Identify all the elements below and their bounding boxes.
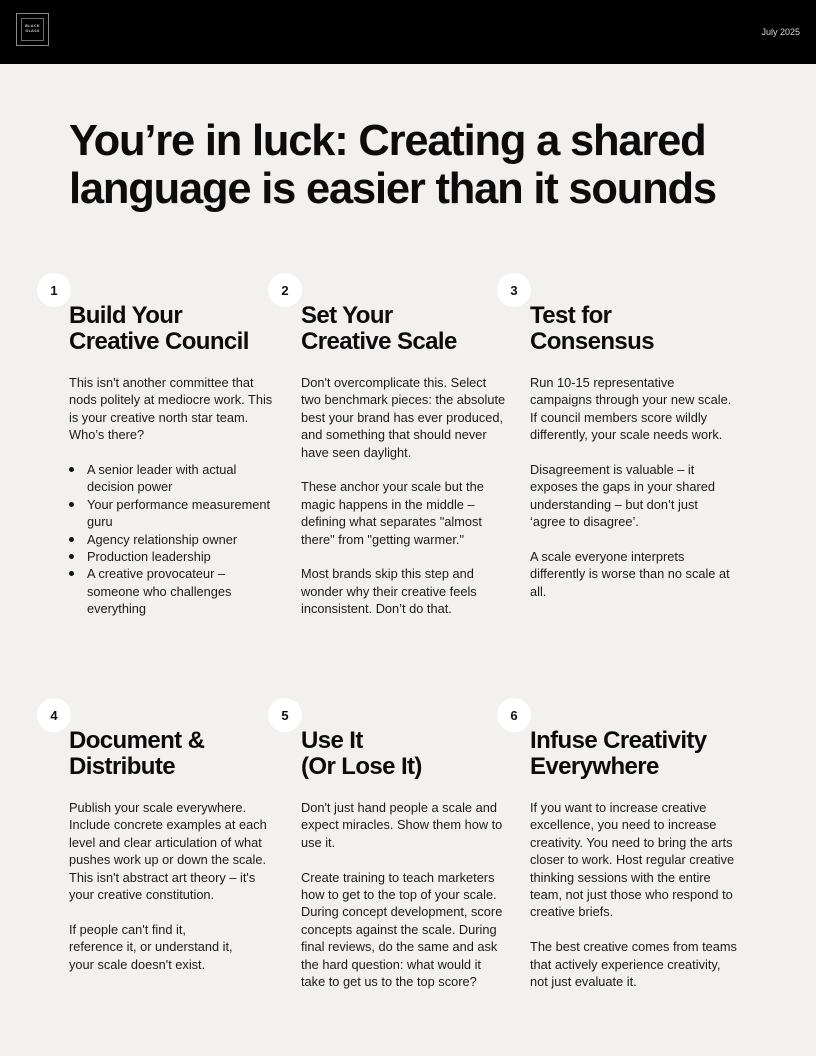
list-item: A senior leader with actual decision power <box>87 461 279 496</box>
step-paragraph: Don't overcomplicate this. Select two benchmark pieces: the absolute best your brand has ever produced, and something that should never have seen daylight. <box>301 375 506 460</box>
step-body <box>530 374 735 600</box>
step-title: Build Your Creative Council <box>69 302 249 355</box>
step-body <box>69 374 279 618</box>
header-bar <box>0 0 816 64</box>
step-paragraph: The best creative comes from teams that actively experience creativity, not just evaluate it. <box>530 939 737 990</box>
step-title: Use It (Or Lose It) <box>301 727 422 780</box>
step-paragraph: If you want to increase creative excellence, you need to increase creativity. You need to bring the arts closer to work. Host regular creative thinking sessions with the entire team, not just those who respond to creative briefs. <box>530 800 735 920</box>
step-5 <box>281 707 506 1008</box>
step-paragraph: Disagreement is valuable – it exposes the gaps in your shared understanding – but don’t just ‘agree to disagree’. <box>530 462 715 530</box>
step-title: Document & Distribute <box>69 727 205 780</box>
step-4 <box>50 707 281 990</box>
step-6 <box>510 707 740 1008</box>
step-paragraph: This isn't another committee that nods politely at mediocre work. This is your creative north star team. Who’s there? <box>69 375 273 443</box>
step-number-badge: 4 <box>37 698 71 732</box>
step-paragraph: These anchor your scale but the magic happens in the middle – defining what separates "almost there" from "getting warmer." <box>301 479 484 547</box>
step-paragraph: Don't just hand people a scale and expect miracles. Show them how to use it. <box>301 800 503 850</box>
step-1 <box>50 282 279 618</box>
step-title: Set Your Creative Scale <box>301 302 457 355</box>
step-paragraph: Publish your scale everywhere. Include concrete examples at each level and clear articulation of what pushes work up or down the scale. This isn't abstract art theory – it's your creative constitution. <box>69 800 267 903</box>
list-item: Your performance measurement guru <box>87 496 279 531</box>
step-title: Infuse Creativity Everywhere <box>530 727 707 780</box>
step-paragraph: If people can't find it, reference it, or understand it, your scale doesn't exist. <box>69 921 233 972</box>
step-2 <box>281 282 506 635</box>
step-3 <box>510 282 735 618</box>
list-item: A creative provocateur – someone who challenges everything <box>87 565 279 617</box>
step-paragraph: Run 10-15 representative campaigns through your new scale. If council members score wildly differently, your scale needs work. <box>530 375 732 443</box>
step-number-badge: 3 <box>497 273 531 307</box>
list-item: Production leadership <box>87 548 279 565</box>
step-paragraph: Create training to teach marketers how to get to the top of your scale. During concept development, score concepts against the scale. During final reviews, do the same and ask the hard question: what would it take to get us to the top score? <box>301 869 503 990</box>
step-number-badge: 1 <box>37 273 71 307</box>
logo-wordmark: BLACK GLASS <box>25 24 40 33</box>
step-body <box>301 374 506 618</box>
issue-date: July 2025 <box>761 27 800 37</box>
page-title: You’re in luck: Creating a shared language is easier than it sounds <box>69 117 716 213</box>
brand-logo <box>16 13 49 46</box>
step-title: Test for Consensus <box>530 302 654 355</box>
step-number-badge: 5 <box>268 698 302 732</box>
list-item: Agency relationship owner <box>87 531 279 548</box>
step-body <box>530 799 740 990</box>
step-body <box>301 799 506 990</box>
step-bullet-list <box>69 461 279 618</box>
step-paragraph: Most brands skip this step and wonder why their creative feels inconsistent. Don’t do that. <box>301 566 477 617</box>
step-body <box>69 799 281 973</box>
step-number-badge: 6 <box>497 698 531 732</box>
step-number-badge: 2 <box>268 273 302 307</box>
step-paragraph: A scale everyone interprets differently is worse than no scale at all. <box>530 549 730 599</box>
